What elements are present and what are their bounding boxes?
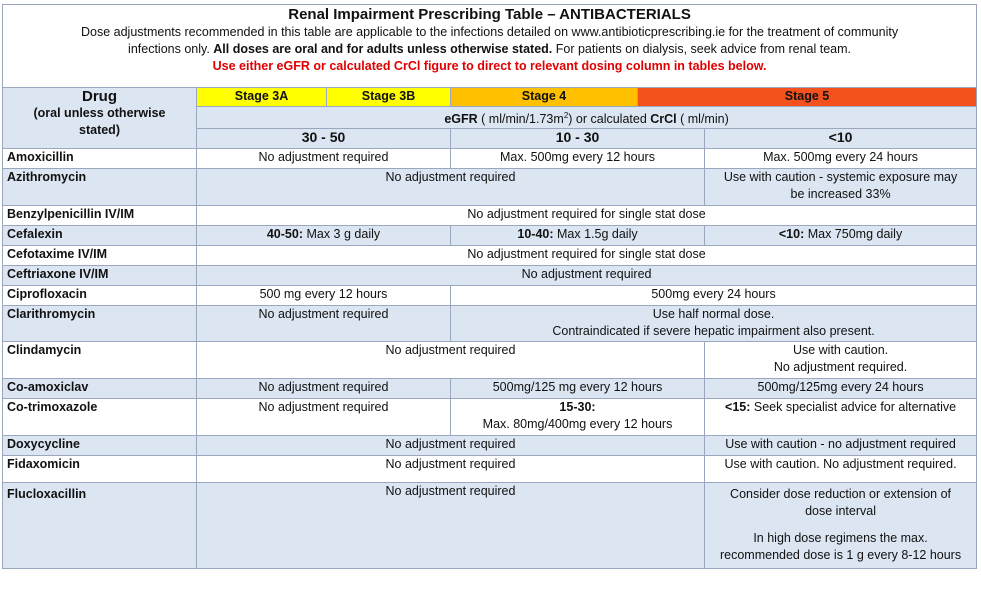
dose-cell: No adjustment required for single stat dose (197, 206, 977, 226)
dose-cell: Max. 500mg every 24 hours (705, 149, 977, 169)
drug-name: Cefalexin (3, 226, 197, 246)
renal-prescribing-sheet (2, 4, 976, 569)
dose-cell: 500 mg every 12 hours (197, 286, 451, 306)
dose-cell: No adjustment required for single stat dose (197, 246, 977, 266)
table-row (3, 246, 977, 266)
drug-name: Co-amoxiclav (3, 379, 197, 399)
table-row (3, 149, 977, 169)
drug-name: Ciprofloxacin (3, 286, 197, 306)
stage-3b-header: Stage 3B (327, 88, 451, 107)
table-row (3, 399, 977, 436)
range-30-50: 30 - 50 (197, 129, 451, 149)
drug-sublabel: (oral unless otherwise stated) (33, 106, 166, 137)
drug-name: Benzylpenicillin IV/IM (3, 206, 197, 226)
egfr-header: eGFR ( $ml/\min/1.73m^2$) or calculated CrCl ( ml/min) (197, 107, 977, 129)
dose-cell: No adjustment required (197, 483, 705, 569)
instruction-text: Use either eGFR or calculated CrCl figure to direct to relevant dosing column in tables below. (212, 59, 767, 73)
dose-cell: No adjustment required (197, 436, 705, 456)
table-row (3, 169, 977, 206)
stage-row (3, 88, 977, 107)
description: Dose adjustments recommended in this table are applicable to the infections detailed on www.antibioticprescribing.ie for the treatment of community infections only. All doses are oral and for adults unless otherwise stated. For patients on dialysis, seek advice from renal team. (80, 25, 899, 56)
drug-name: Clindamycin (3, 342, 197, 379)
drug-name: Cefotaxime IV/IM (3, 246, 197, 266)
dose-cell: 15-30: Max. 80mg/400mg every 12 hours (451, 399, 705, 436)
dose-cell: No adjustment required (197, 266, 977, 286)
table-row (3, 266, 977, 286)
dose-cell: No adjustment required (197, 399, 451, 436)
table-row (3, 342, 977, 379)
table-row (3, 226, 977, 246)
renal-impairment-table (2, 4, 977, 569)
drug-name: Fidaxomicin (3, 456, 197, 483)
table-row (3, 286, 977, 306)
dose-cell: No adjustment required (197, 169, 705, 206)
table-row (3, 206, 977, 226)
dose-cell: 500mg/125mg every 24 hours (705, 379, 977, 399)
dose-cell: Use with caution - systemic exposure may be increased 33% (705, 169, 977, 206)
drug-name: Clarithromycin (3, 306, 197, 342)
table-row (3, 306, 977, 342)
table-row (3, 379, 977, 399)
dose-cell: No adjustment required (197, 149, 451, 169)
dose-cell: Use with caution. No adjustment required. (705, 342, 977, 379)
stage-4-header: Stage 4 (451, 88, 638, 107)
drug-name: Flucloxacillin (3, 483, 197, 569)
drug-name: Co-trimoxazole (3, 399, 197, 436)
dose-cell: No adjustment required (197, 342, 705, 379)
dose-cell: Consider dose reduction or extension of dose interval In high dose regimens the max. recommended dose is 1 g every 8-12 hours (705, 483, 977, 569)
dose-cell: <15: Seek specialist advice for alternative (705, 399, 977, 436)
drug-name: Ceftriaxone IV/IM (3, 266, 197, 286)
dose-cell: 40-50: Max 3 g daily (197, 226, 451, 246)
dose-cell: Use with caution - no adjustment required (705, 436, 977, 456)
page-title: Renal Impairment Prescribing Table – ANTIBACTERIALS (288, 6, 691, 23)
dose-cell: 10-40: Max 1.5g daily (451, 226, 705, 246)
stage-3a-header: Stage 3A (197, 88, 327, 107)
header-row (3, 5, 977, 88)
dose-cell: No adjustment required (197, 456, 705, 483)
dose-cell: Max. 500mg every 12 hours (451, 149, 705, 169)
dose-cell: Use half normal dose. Contraindicated if severe hepatic impairment also present. (451, 306, 977, 342)
drug-name: Azithromycin (3, 169, 197, 206)
dose-cell: 500mg every 24 hours (451, 286, 977, 306)
drug-column-header (3, 88, 197, 149)
drug-label: Drug (82, 88, 117, 105)
range-under-10: <10 (705, 129, 977, 149)
dose-cell: 500mg/125 mg every 12 hours (451, 379, 705, 399)
table-row (3, 483, 977, 569)
dose-cell: No adjustment required (197, 379, 451, 399)
drug-name: Amoxicillin (3, 149, 197, 169)
drug-name: Doxycycline (3, 436, 197, 456)
dose-cell: No adjustment required (197, 306, 451, 342)
stage-5-header: Stage 5 (638, 88, 977, 107)
range-10-30: 10 - 30 (451, 129, 705, 149)
table-header (3, 5, 977, 88)
dose-cell: Use with caution. No adjustment required. (705, 456, 977, 483)
table-row (3, 436, 977, 456)
table-row (3, 456, 977, 483)
dose-cell: <10: Max 750mg daily (705, 226, 977, 246)
